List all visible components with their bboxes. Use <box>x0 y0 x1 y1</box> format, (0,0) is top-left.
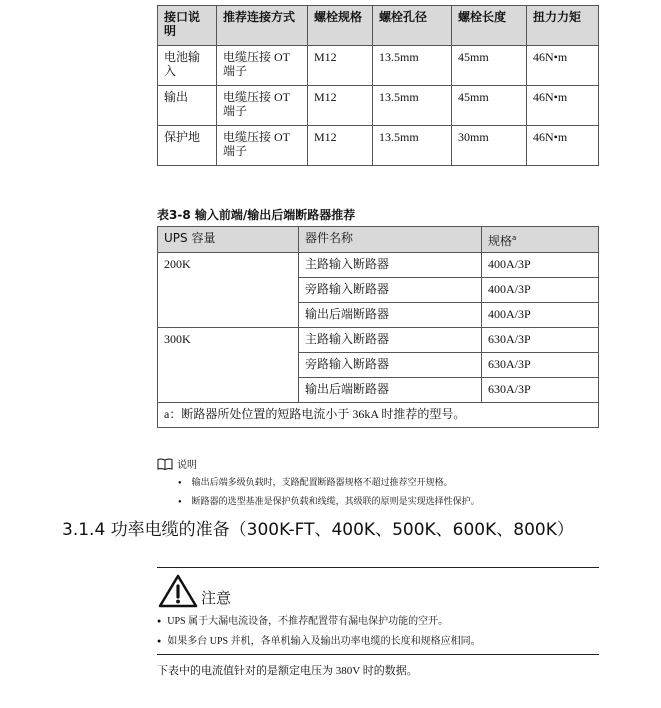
table-footnote: a：断路器所处位置的短路电流小于 36kA 时推荐的型号。 <box>158 403 599 428</box>
table-header: 推荐连接方式 <box>217 6 308 46</box>
table-cell: 30mm <box>452 126 527 166</box>
table-cell: 630A/3P <box>482 378 599 403</box>
table-cell: 电缆压接 OT 端子 <box>217 86 308 126</box>
table-cell: 保护地 <box>158 126 217 166</box>
table-header: 器件名称 <box>299 227 482 253</box>
list-item: ● 断路器的选型基准是保护负载和线缆，其级联的原则是实现选择性保护。 <box>178 493 480 512</box>
caution-list <box>157 612 481 652</box>
breaker-recommendation-table <box>157 226 599 428</box>
caution-top-rule <box>157 567 599 568</box>
table-cell: 电池输入 <box>158 46 217 86</box>
caution-label: 注意 <box>201 589 232 607</box>
table-cell: 45mm <box>452 86 527 126</box>
table-cell: 主路输入断路器 <box>299 253 482 278</box>
caution-heading <box>157 573 231 609</box>
table-header-row <box>158 6 599 46</box>
table-cell: 45mm <box>452 46 527 86</box>
table-header-row <box>158 227 599 253</box>
warning-icon <box>157 573 199 609</box>
table-cell: 630A/3P <box>482 353 599 378</box>
table-cell: M12 <box>308 126 373 166</box>
table-row <box>158 86 599 126</box>
table-header: 螺栓长度 <box>452 6 527 46</box>
table-row <box>158 126 599 166</box>
table-header: 螺栓规格 <box>308 6 373 46</box>
table-row <box>158 46 599 86</box>
table-cell: 400A/3P <box>482 253 599 278</box>
body-paragraph: 下表中的电流值针对的是额定电压为 380V 时的数据。 <box>157 665 418 677</box>
note-heading <box>157 456 197 471</box>
table-cell: 46N•m <box>527 46 599 86</box>
list-item: ● UPS 属于大漏电流设备，不推荐配置带有漏电保护功能的空开。 <box>157 612 481 632</box>
table-cell: 400A/3P <box>482 278 599 303</box>
table-header: 扭力力矩 <box>527 6 599 46</box>
table-header: 螺栓孔径 <box>373 6 452 46</box>
caution-bottom-rule <box>157 654 599 655</box>
table-cell: 旁路输入断路器 <box>299 278 482 303</box>
table-cell: 电缆压接 OT 端子 <box>217 46 308 86</box>
list-item: ● 输出后端多级负载时，支路配置断路器规格不超过推荐空开规格。 <box>178 474 480 493</box>
table-cell: 46N•m <box>527 86 599 126</box>
capacity-cell: 300K <box>158 328 299 403</box>
note-list <box>178 474 480 512</box>
table-caption: 表3-8 输入前端/输出后端断路器推荐 <box>157 208 356 222</box>
capacity-cell: 200K <box>158 253 299 328</box>
list-item: ● 如果多台 UPS 并机，各单机输入及输出功率电缆的长度和规格应相同。 <box>157 632 481 652</box>
table-header: UPS 容量 <box>158 227 299 253</box>
table-cell: 46N•m <box>527 126 599 166</box>
table-cell: 电缆压接 OT 端子 <box>217 126 308 166</box>
bolt-spec-table <box>157 5 599 166</box>
book-icon <box>157 458 173 470</box>
note-label: 说明 <box>177 460 197 471</box>
table-cell: 630A/3P <box>482 328 599 353</box>
table-footnote-row <box>158 403 599 428</box>
table-cell: 400A/3P <box>482 303 599 328</box>
footnote-marker: a <box>512 234 517 242</box>
table-cell: 13.5mm <box>373 86 452 126</box>
table-row <box>158 328 599 353</box>
header-label: 规格 <box>488 234 513 248</box>
table-cell: M12 <box>308 46 373 86</box>
table-cell: 13.5mm <box>373 46 452 86</box>
section-title: 3.1.4 功率电缆的准备（300K-FT、400K、500K、600K、800K） <box>62 520 574 540</box>
table-cell: 输出后端断路器 <box>299 378 482 403</box>
table-cell: 输出后端断路器 <box>299 303 482 328</box>
table-cell: 13.5mm <box>373 126 452 166</box>
table-header-spec <box>482 227 599 253</box>
table-cell: 主路输入断路器 <box>299 328 482 353</box>
table-cell: M12 <box>308 86 373 126</box>
table-row <box>158 253 599 278</box>
table-header: 接口说明 <box>158 6 217 46</box>
table-cell: 旁路输入断路器 <box>299 353 482 378</box>
table-cell: 输出 <box>158 86 217 126</box>
